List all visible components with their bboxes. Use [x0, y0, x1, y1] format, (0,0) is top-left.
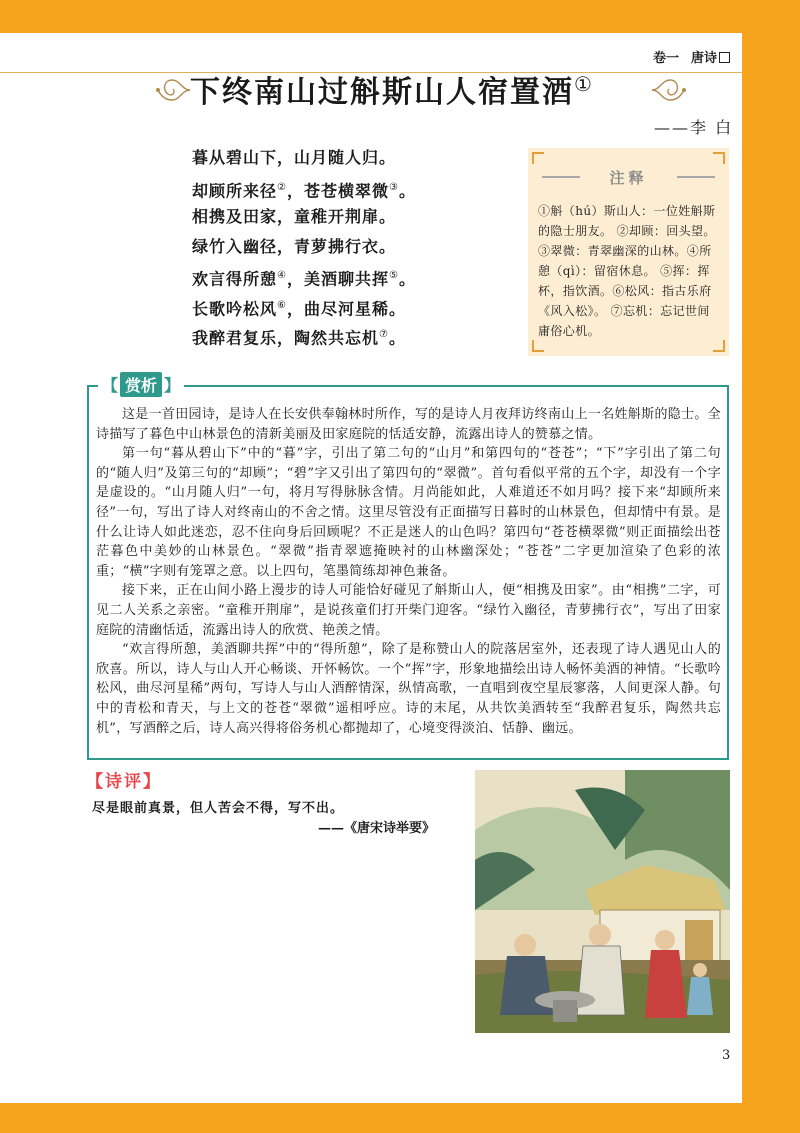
- top-color-band: [0, 0, 800, 33]
- note-mark: ②: [277, 181, 287, 193]
- poem-line: [192, 173, 416, 203]
- poem-line: [192, 261, 416, 291]
- poem-line-text: 。: [398, 269, 416, 289]
- poem-line-text: 。: [388, 328, 406, 348]
- notes-title: 注释: [528, 167, 729, 188]
- poem-line-text: ，美酒聊共挥: [286, 269, 389, 289]
- corner-bracket-icon: [532, 340, 544, 352]
- right-color-band: [742, 0, 800, 1133]
- poem-line-text: 。: [398, 180, 416, 200]
- comment-label: 【诗评】: [86, 772, 162, 792]
- poem-line-text: ，苍苍横翠微: [286, 180, 389, 200]
- corner-bracket-icon: [532, 152, 544, 164]
- scroll-ornament-left-icon: [152, 70, 192, 110]
- note-mark: ⑦: [379, 329, 389, 340]
- analysis-paragraph: 第一句“暮从碧山下”中的“暮”字，引出了第二句的“山月”和第四句的“苍苍”；“下”字引出了第二句的“随人归”及第三句的“却顾”；“碧”字又引出了第四句的“翠微”。首句看似平常的五个字，却没有一个字是虚设的。“山月随人归”一句，将月写得脉脉含情。月尚能如此，人难道还不如月吗？接下来“却顾所来径”一句，写出了诗人对终南山的不舍之情。这里尽管没有正面描写日暮时的山林景色，但却情中有景。是什么让诗人如此迷恋，忍不住向身后回顾呢？不正是迷人的山色吗？第四句“苍苍横翠微”则正面描绘出苍茫暮色中美妙的山林景色。“翠微”指青翠遮掩映衬的山林幽深处；“苍苍”二字更加渲染了色彩的浓重；“横”字则有笼罩之意。以上四句，笔墨简练却神色兼备。: [96, 446, 721, 579]
- running-head-section: 唐诗: [690, 51, 717, 66]
- analysis-label: 【 赏析 】: [98, 372, 184, 397]
- page-number: 3: [722, 1048, 731, 1063]
- poem-line: [192, 320, 416, 350]
- comment-source: ——《唐宋诗举要》: [318, 821, 436, 836]
- poem-line-text: 长歌吟松风: [192, 298, 278, 318]
- poem-line-text: 却顾所来径: [192, 180, 278, 200]
- analysis-label-text: 赏析: [120, 372, 162, 397]
- notes-body: ①斛（hú）斯山人：一位姓斛斯的隐士朋友。 ②却顾：回头望。③翠微：青翠幽深的山林。④所憩（qì）：留宿休息。 ⑤挥：挥杯，指饮酒。⑥松风：指古乐府《风入松》。 ⑦忘机：忘记世间庸俗心机。: [538, 204, 716, 338]
- poem-title: [190, 67, 594, 111]
- poem-line-text: ，曲尽河星稀。: [286, 298, 406, 318]
- running-head: [641, 47, 730, 66]
- note-mark: ③: [389, 181, 399, 193]
- running-head-volume: 卷一: [652, 51, 679, 66]
- analysis-paragraph: “欢言得所憩，美酒聊共挥”中的“得所憩”，除了是称赞山人的院落居室外，还表现了诗人遇见山人的欣喜。所以，诗人与山人开心畅谈、开怀畅饮。一个“挥”字，形象地描绘出诗人畅怀美酒的神情。“长歌吟松风，曲尽河星稀”两句，写诗人与山人酒醉情深，纵情高歌，一直唱到夜空星辰寥落，人间更深人静。句中的青松和青天，与上文的苍苍“翠微”遥相呼应。诗的末尾，从共饮美酒转至“我醉君复乐，陶然共忘机”，写酒醉之后，诗人高兴得将俗务机心都抛却了，心境变得淡泊、恬静、幽远。: [96, 642, 721, 736]
- corner-bracket-icon: [713, 340, 725, 352]
- poem-line-text: 欢言得所憩: [192, 269, 278, 289]
- note-mark: ⑤: [389, 270, 399, 281]
- scroll-ornament-right-icon: [650, 70, 690, 110]
- analysis-paragraph: 这是一首田园诗，是诗人在长安供奉翰林时所作，写的是诗人月夜拜访终南山上一名姓斛斯的隐士。全诗描写了暮色中山林景色的清新美丽及田家庭院的恬适安静，流露出诗人的赞慕之情。: [96, 407, 721, 442]
- poem-line: [192, 291, 416, 321]
- analysis-paragraph: 接下来，正在山间小路上漫步的诗人可能恰好碰见了斛斯山人，便“相携及田家”。由“相携”二字，可见二人关系之亲密。“童稚开荆扉”，是说孩童们打开柴门迎客。“绿竹入幽径，青萝拂行衣”，写出了田家庭院的清幽恬适，流露出诗人的欣赏、艳羡之情。: [96, 583, 721, 638]
- corner-bracket-icon: [713, 152, 725, 164]
- comment-text: 尽是眼前真景，但人苦会不得，写不出。: [92, 801, 345, 816]
- square-icon: [719, 52, 730, 63]
- poem-title-text: 下终南山过斛斯山人宿置酒: [190, 75, 574, 110]
- title-note-mark: ①: [574, 72, 594, 96]
- note-mark: ⑥: [277, 299, 287, 311]
- poem-author: ——李 白: [654, 118, 734, 137]
- illustration-image: [475, 770, 730, 1033]
- poem-body: [192, 143, 416, 350]
- poem-line: 相携及田家，童稚开荆扉。: [192, 207, 397, 226]
- note-mark: ④: [277, 270, 287, 281]
- poem-line: 暮从碧山下，山月随人归。: [192, 148, 397, 167]
- bottom-color-band: [0, 1103, 800, 1133]
- analysis-text: [96, 405, 721, 738]
- poem-line: 绿竹入幽径，青萝拂行衣。: [192, 236, 397, 256]
- poem-line-text: 我醉君复乐，陶然共忘机: [192, 328, 380, 348]
- notes-box: [528, 148, 729, 356]
